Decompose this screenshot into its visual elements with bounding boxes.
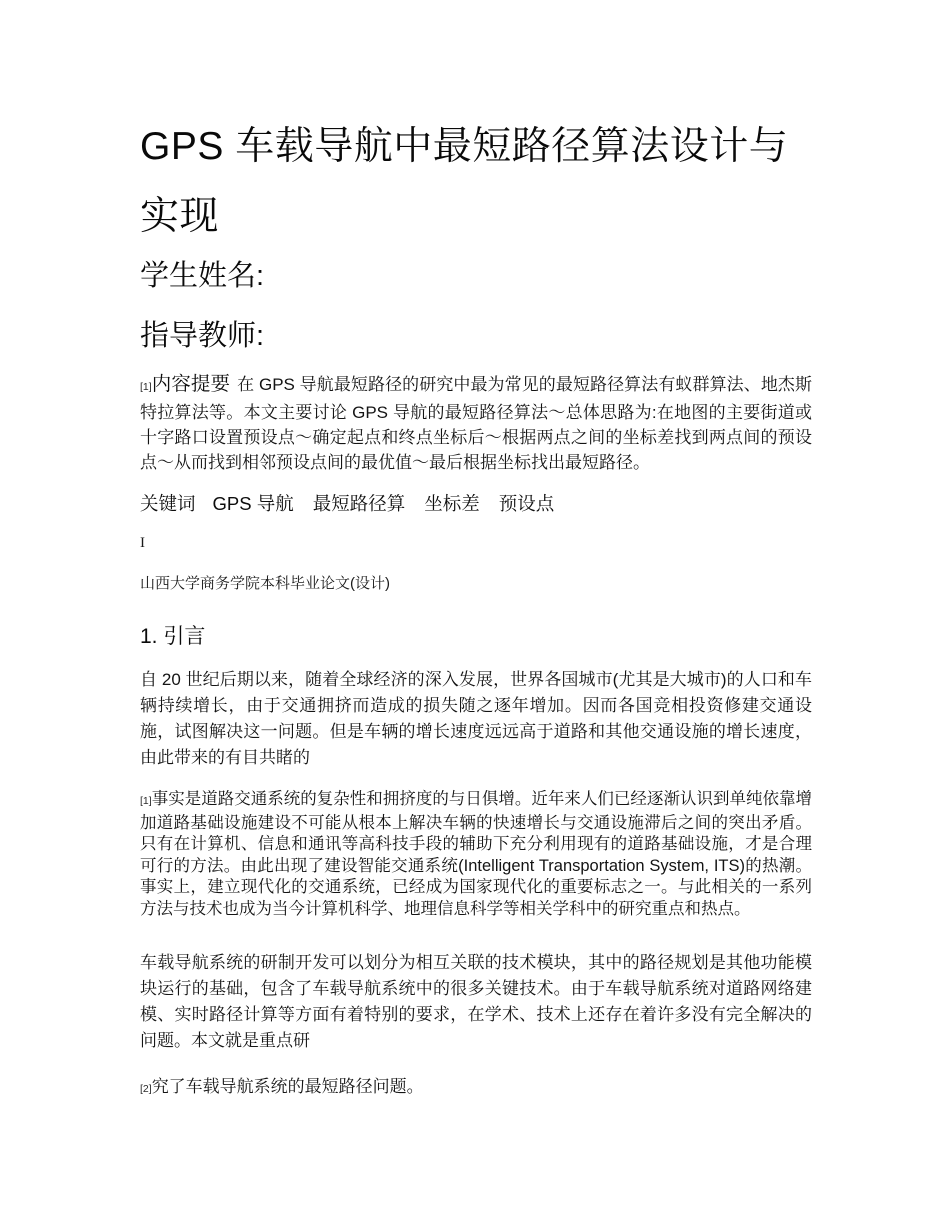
keywords-label: 关键词 — [140, 493, 196, 514]
paragraph-text: 自 20 世纪后期以来，随着全球经济的深入发展，世界各国城市(尤其是大城市)的人口和车辆持续增长，由于交通拥挤而造成的损失随之逐年增加。因而各国竞相投资修建交通设施，试图解决这一问题。但是车辆的增长速度远远高于道路和其他交通设施的增长速度，由此带来的有目共睹的 — [140, 670, 812, 767]
advisor-label: 指导教师: — [140, 320, 265, 352]
footnote-marker-1: [1] — [140, 381, 152, 393]
student-name-label: 学生姓名: — [140, 260, 265, 292]
abstract-text: 在 GPS 导航最短路径的研究中最为常见的最短路径算法有蚁群算法、地杰斯特拉算法等。本文主要讨论 GPS 导航的最短路径算法～总体思路为:在地图的主要街道或十字路口设置预设点～确定起点和终点坐标后～根据两点之间的坐标差找到两点间的预设点～从而找到相邻预设点间的最优值～最后根据坐标找出最短路径。 — [140, 375, 812, 472]
paragraph-text: 车载导航系统的研制开发可以划分为相互关联的技术模块，其中的路径规划是其他功能模块运行的基础，包含了车载导航系统中的很多关键技术。由于车载导航系统对道路网络建模、实时路径计算等方面有着特别的要求，在学术、技术上还存在着许多没有完全解决的问题。本文就是重点研 — [140, 953, 812, 1050]
footnote-marker-3: [2] — [140, 1083, 152, 1095]
footnote-marker-2: [1] — [140, 795, 152, 807]
page-number: I — [140, 535, 145, 551]
intro-paragraph — [140, 1074, 812, 1102]
abstract-paragraph — [140, 372, 812, 475]
abstract-lead-label: 内容提要 — [151, 373, 231, 395]
institution-footer: 山西大学商务学院本科毕业论文(设计) — [140, 575, 390, 592]
keyword-term: 预设点 — [498, 493, 555, 514]
paragraph-text: 究了车载导航系统的最短路径问题。 — [151, 1077, 424, 1096]
paragraph-text: 事实是道路交通系统的复杂性和拥挤度的与日俱增。近年来人们已经逐渐认识到单纯依靠增加道路基础设施建设不可能从根本上解决车辆的快速增长与交通设施滞后之间的突出矛盾。只有在计算机、信息和通讯等高科技手段的辅助下充分利用现有的道路基础设施，才是合理可行的方法。由此出现了建设智能交通系统(Intelligent Transportation System, ITS)的热潮。事实上，建立现代化的交通系统，已经成为国家现代化的重要标志之一。与此相关的一系列方法与技术也成为当今计算机科学、地理信息科学等相关学科中的研究重点和热点。 — [140, 790, 812, 918]
keywords-line — [140, 491, 812, 517]
document-title: GPS 车载导航中最短路径算法设计与实现 — [140, 125, 789, 238]
keyword-term: GPS 导航 — [212, 493, 294, 514]
intro-paragraph — [140, 950, 812, 1054]
intro-paragraph — [140, 667, 812, 771]
keyword-term: 坐标差 — [424, 493, 480, 514]
intro-paragraph — [140, 789, 812, 920]
keyword-term: 最短路径算 — [312, 493, 406, 514]
section-heading-introduction: 1. 引言 — [140, 625, 206, 648]
